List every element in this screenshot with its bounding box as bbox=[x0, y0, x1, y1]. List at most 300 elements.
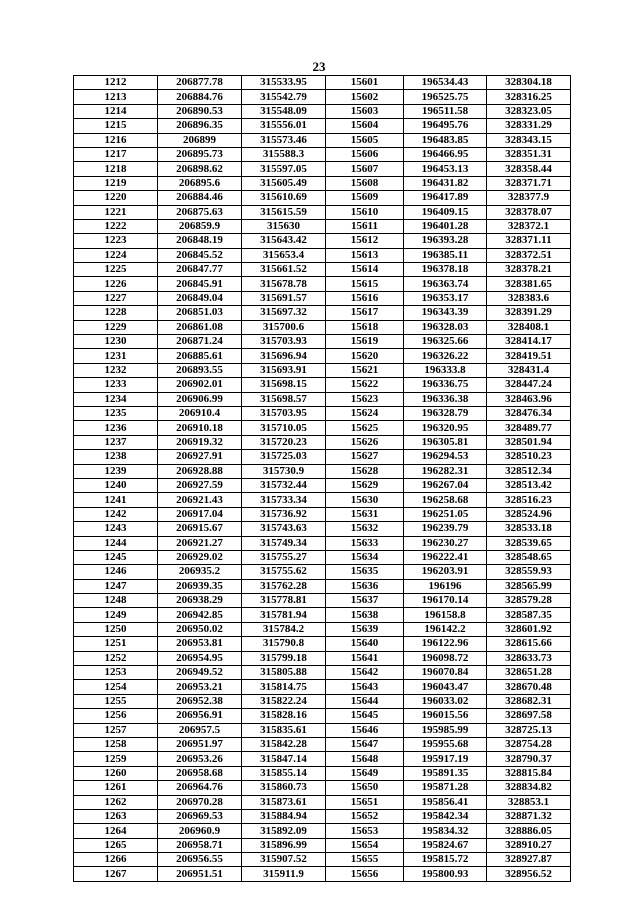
table-row bbox=[74, 335, 571, 349]
cell-y-coordinate-b: 328447.24 bbox=[487, 378, 571, 392]
table-row bbox=[74, 795, 571, 809]
cell-x-coordinate-b: 195842.34 bbox=[404, 809, 487, 823]
cell-point-number-a: 1244 bbox=[74, 536, 158, 550]
cell-x-coordinate-b: 196495.76 bbox=[404, 119, 487, 133]
cell-point-number-b: 15610 bbox=[326, 205, 404, 219]
cell-point-number-a: 1216 bbox=[74, 133, 158, 147]
table-row bbox=[74, 565, 571, 579]
table-row bbox=[74, 90, 571, 104]
cell-x-coordinate-a: 206921.43 bbox=[158, 493, 242, 507]
cell-x-coordinate-b: 196122.96 bbox=[404, 637, 487, 651]
cell-y-coordinate-a: 315784.2 bbox=[242, 622, 326, 636]
cell-y-coordinate-b: 328834.82 bbox=[487, 781, 571, 795]
cell-x-coordinate-a: 206895.73 bbox=[158, 147, 242, 161]
cell-y-coordinate-b: 328682.31 bbox=[487, 694, 571, 708]
cell-y-coordinate-b: 328419.51 bbox=[487, 349, 571, 363]
cell-point-number-a: 1252 bbox=[74, 651, 158, 665]
cell-x-coordinate-b: 196431.82 bbox=[404, 176, 487, 190]
cell-x-coordinate-b: 196170.14 bbox=[404, 594, 487, 608]
cell-point-number-b: 15626 bbox=[326, 435, 404, 449]
cell-point-number-a: 1214 bbox=[74, 104, 158, 118]
cell-x-coordinate-b: 196015.56 bbox=[404, 709, 487, 723]
cell-y-coordinate-a: 315597.05 bbox=[242, 162, 326, 176]
table-row bbox=[74, 248, 571, 262]
cell-y-coordinate-a: 315698.15 bbox=[242, 378, 326, 392]
cell-y-coordinate-a: 315733.34 bbox=[242, 493, 326, 507]
cell-y-coordinate-b: 328539.65 bbox=[487, 536, 571, 550]
cell-point-number-a: 1222 bbox=[74, 219, 158, 233]
cell-y-coordinate-b: 328927.87 bbox=[487, 853, 571, 867]
cell-y-coordinate-a: 315855.14 bbox=[242, 766, 326, 780]
cell-x-coordinate-b: 196483.85 bbox=[404, 133, 487, 147]
table-row bbox=[74, 493, 571, 507]
cell-y-coordinate-a: 315762.28 bbox=[242, 579, 326, 593]
cell-point-number-b: 15643 bbox=[326, 680, 404, 694]
cell-point-number-a: 1245 bbox=[74, 550, 158, 564]
cell-y-coordinate-b: 328651.28 bbox=[487, 666, 571, 680]
table-row bbox=[74, 694, 571, 708]
cell-y-coordinate-b: 328670.48 bbox=[487, 680, 571, 694]
cell-x-coordinate-a: 206956.91 bbox=[158, 709, 242, 723]
table-row bbox=[74, 809, 571, 823]
cell-point-number-a: 1240 bbox=[74, 478, 158, 492]
cell-y-coordinate-a: 315710.05 bbox=[242, 421, 326, 435]
cell-point-number-a: 1242 bbox=[74, 507, 158, 521]
cell-point-number-a: 1267 bbox=[74, 867, 158, 881]
cell-x-coordinate-a: 206952.38 bbox=[158, 694, 242, 708]
cell-x-coordinate-b: 195955.68 bbox=[404, 737, 487, 751]
cell-x-coordinate-a: 206958.68 bbox=[158, 766, 242, 780]
table-row bbox=[74, 263, 571, 277]
cell-x-coordinate-a: 206953.26 bbox=[158, 752, 242, 766]
cell-y-coordinate-b: 328524.96 bbox=[487, 507, 571, 521]
cell-y-coordinate-b: 328565.99 bbox=[487, 579, 571, 593]
cell-y-coordinate-a: 315805.88 bbox=[242, 666, 326, 680]
cell-y-coordinate-a: 315828.16 bbox=[242, 709, 326, 723]
cell-point-number-a: 1250 bbox=[74, 622, 158, 636]
cell-y-coordinate-a: 315693.91 bbox=[242, 363, 326, 377]
cell-x-coordinate-a: 206957.5 bbox=[158, 723, 242, 737]
cell-point-number-b: 15623 bbox=[326, 392, 404, 406]
cell-point-number-b: 15617 bbox=[326, 306, 404, 320]
cell-y-coordinate-b: 328615.66 bbox=[487, 637, 571, 651]
cell-x-coordinate-a: 206898.62 bbox=[158, 162, 242, 176]
cell-point-number-a: 1226 bbox=[74, 277, 158, 291]
cell-point-number-b: 15633 bbox=[326, 536, 404, 550]
cell-point-number-b: 15641 bbox=[326, 651, 404, 665]
cell-point-number-b: 15604 bbox=[326, 119, 404, 133]
cell-y-coordinate-a: 315907.52 bbox=[242, 853, 326, 867]
cell-y-coordinate-b: 328351.31 bbox=[487, 147, 571, 161]
cell-x-coordinate-b: 196336.38 bbox=[404, 392, 487, 406]
cell-point-number-b: 15607 bbox=[326, 162, 404, 176]
table-row bbox=[74, 406, 571, 420]
cell-x-coordinate-b: 196363.74 bbox=[404, 277, 487, 291]
cell-x-coordinate-b: 195824.67 bbox=[404, 838, 487, 852]
cell-x-coordinate-b: 196294.53 bbox=[404, 450, 487, 464]
cell-y-coordinate-b: 328323.05 bbox=[487, 104, 571, 118]
cell-y-coordinate-b: 328587.35 bbox=[487, 608, 571, 622]
cell-x-coordinate-a: 206951.51 bbox=[158, 867, 242, 881]
cell-point-number-b: 15622 bbox=[326, 378, 404, 392]
cell-x-coordinate-a: 206906.99 bbox=[158, 392, 242, 406]
cell-x-coordinate-b: 195834.32 bbox=[404, 824, 487, 838]
cell-point-number-b: 15628 bbox=[326, 464, 404, 478]
cell-x-coordinate-b: 196098.72 bbox=[404, 651, 487, 665]
table-row bbox=[74, 76, 571, 90]
cell-x-coordinate-b: 196325.66 bbox=[404, 335, 487, 349]
cell-y-coordinate-b: 328371.71 bbox=[487, 176, 571, 190]
cell-x-coordinate-b: 196343.39 bbox=[404, 306, 487, 320]
cell-point-number-b: 15653 bbox=[326, 824, 404, 838]
cell-y-coordinate-b: 328579.28 bbox=[487, 594, 571, 608]
cell-point-number-a: 1220 bbox=[74, 191, 158, 205]
cell-point-number-b: 15608 bbox=[326, 176, 404, 190]
cell-x-coordinate-a: 206951.97 bbox=[158, 737, 242, 751]
table-row bbox=[74, 594, 571, 608]
cell-x-coordinate-b: 196326.22 bbox=[404, 349, 487, 363]
cell-point-number-a: 1225 bbox=[74, 263, 158, 277]
cell-y-coordinate-a: 315799.18 bbox=[242, 651, 326, 665]
cell-y-coordinate-a: 315778.81 bbox=[242, 594, 326, 608]
cell-x-coordinate-b: 195800.93 bbox=[404, 867, 487, 881]
cell-point-number-a: 1221 bbox=[74, 205, 158, 219]
cell-y-coordinate-a: 315730.9 bbox=[242, 464, 326, 478]
cell-x-coordinate-b: 196158.8 bbox=[404, 608, 487, 622]
table-row bbox=[74, 162, 571, 176]
cell-x-coordinate-a: 206871.24 bbox=[158, 335, 242, 349]
coordinates-table bbox=[73, 75, 571, 882]
cell-x-coordinate-a: 206927.59 bbox=[158, 478, 242, 492]
cell-point-number-a: 1219 bbox=[74, 176, 158, 190]
table-row bbox=[74, 205, 571, 219]
cell-point-number-a: 1217 bbox=[74, 147, 158, 161]
cell-point-number-a: 1264 bbox=[74, 824, 158, 838]
table-row bbox=[74, 277, 571, 291]
cell-point-number-b: 15630 bbox=[326, 493, 404, 507]
cell-y-coordinate-b: 328463.96 bbox=[487, 392, 571, 406]
cell-point-number-b: 15612 bbox=[326, 234, 404, 248]
cell-point-number-a: 1218 bbox=[74, 162, 158, 176]
cell-y-coordinate-a: 315605.49 bbox=[242, 176, 326, 190]
cell-x-coordinate-a: 206847.77 bbox=[158, 263, 242, 277]
cell-x-coordinate-b: 196353.17 bbox=[404, 291, 487, 305]
cell-point-number-a: 1227 bbox=[74, 291, 158, 305]
cell-x-coordinate-a: 206849.04 bbox=[158, 291, 242, 305]
cell-x-coordinate-b: 196196 bbox=[404, 579, 487, 593]
cell-point-number-b: 15602 bbox=[326, 90, 404, 104]
cell-y-coordinate-a: 315703.93 bbox=[242, 335, 326, 349]
cell-point-number-a: 1253 bbox=[74, 666, 158, 680]
table-row bbox=[74, 435, 571, 449]
cell-y-coordinate-a: 315743.63 bbox=[242, 522, 326, 536]
cell-y-coordinate-b: 328790.37 bbox=[487, 752, 571, 766]
cell-y-coordinate-b: 328414.17 bbox=[487, 335, 571, 349]
cell-y-coordinate-b: 328381.65 bbox=[487, 277, 571, 291]
cell-x-coordinate-b: 196417.89 bbox=[404, 191, 487, 205]
table-row bbox=[74, 522, 571, 536]
cell-point-number-a: 1231 bbox=[74, 349, 158, 363]
cell-x-coordinate-b: 196142.2 bbox=[404, 622, 487, 636]
cell-point-number-b: 15644 bbox=[326, 694, 404, 708]
table-row bbox=[74, 291, 571, 305]
cell-x-coordinate-b: 196525.75 bbox=[404, 90, 487, 104]
table-row bbox=[74, 478, 571, 492]
cell-point-number-b: 15634 bbox=[326, 550, 404, 564]
cell-y-coordinate-b: 328910.27 bbox=[487, 838, 571, 852]
cell-x-coordinate-b: 196239.79 bbox=[404, 522, 487, 536]
table-row bbox=[74, 378, 571, 392]
cell-y-coordinate-a: 315842.28 bbox=[242, 737, 326, 751]
cell-point-number-a: 1212 bbox=[74, 76, 158, 90]
table-row bbox=[74, 752, 571, 766]
cell-x-coordinate-b: 196393.28 bbox=[404, 234, 487, 248]
cell-x-coordinate-b: 196305.81 bbox=[404, 435, 487, 449]
table-row bbox=[74, 464, 571, 478]
table-row bbox=[74, 306, 571, 320]
table-row bbox=[74, 104, 571, 118]
cell-y-coordinate-a: 315542.79 bbox=[242, 90, 326, 104]
cell-point-number-a: 1215 bbox=[74, 119, 158, 133]
cell-y-coordinate-b: 328431.4 bbox=[487, 363, 571, 377]
cell-point-number-b: 15629 bbox=[326, 478, 404, 492]
cell-x-coordinate-a: 206917.04 bbox=[158, 507, 242, 521]
cell-point-number-b: 15613 bbox=[326, 248, 404, 262]
table-row bbox=[74, 680, 571, 694]
cell-y-coordinate-a: 315736.92 bbox=[242, 507, 326, 521]
cell-y-coordinate-a: 315732.44 bbox=[242, 478, 326, 492]
cell-y-coordinate-b: 328853.1 bbox=[487, 795, 571, 809]
table-row bbox=[74, 838, 571, 852]
cell-point-number-b: 15646 bbox=[326, 723, 404, 737]
cell-y-coordinate-b: 328956.52 bbox=[487, 867, 571, 881]
cell-point-number-b: 15603 bbox=[326, 104, 404, 118]
cell-point-number-b: 15648 bbox=[326, 752, 404, 766]
cell-point-number-a: 1229 bbox=[74, 320, 158, 334]
cell-y-coordinate-b: 328815.84 bbox=[487, 766, 571, 780]
cell-point-number-a: 1239 bbox=[74, 464, 158, 478]
cell-y-coordinate-a: 315835.61 bbox=[242, 723, 326, 737]
cell-y-coordinate-a: 315749.34 bbox=[242, 536, 326, 550]
cell-point-number-a: 1232 bbox=[74, 363, 158, 377]
cell-point-number-a: 1255 bbox=[74, 694, 158, 708]
cell-point-number-a: 1257 bbox=[74, 723, 158, 737]
cell-x-coordinate-a: 206848.19 bbox=[158, 234, 242, 248]
cell-y-coordinate-b: 328378.07 bbox=[487, 205, 571, 219]
cell-point-number-b: 15645 bbox=[326, 709, 404, 723]
cell-x-coordinate-b: 195871.28 bbox=[404, 781, 487, 795]
cell-point-number-a: 1265 bbox=[74, 838, 158, 852]
cell-y-coordinate-a: 315615.59 bbox=[242, 205, 326, 219]
cell-x-coordinate-a: 206950.02 bbox=[158, 622, 242, 636]
cell-y-coordinate-b: 328533.18 bbox=[487, 522, 571, 536]
cell-x-coordinate-b: 196328.79 bbox=[404, 406, 487, 420]
table-row bbox=[74, 536, 571, 550]
cell-point-number-a: 1251 bbox=[74, 637, 158, 651]
cell-x-coordinate-a: 206902.01 bbox=[158, 378, 242, 392]
cell-y-coordinate-b: 328372.51 bbox=[487, 248, 571, 262]
cell-y-coordinate-b: 328408.1 bbox=[487, 320, 571, 334]
cell-y-coordinate-b: 328725.13 bbox=[487, 723, 571, 737]
cell-y-coordinate-a: 315691.57 bbox=[242, 291, 326, 305]
cell-point-number-a: 1228 bbox=[74, 306, 158, 320]
cell-x-coordinate-b: 195856.41 bbox=[404, 795, 487, 809]
cell-point-number-b: 15614 bbox=[326, 263, 404, 277]
cell-y-coordinate-a: 315720.23 bbox=[242, 435, 326, 449]
cell-y-coordinate-a: 315911.9 bbox=[242, 867, 326, 881]
cell-x-coordinate-a: 206851.03 bbox=[158, 306, 242, 320]
cell-point-number-b: 15601 bbox=[326, 76, 404, 90]
table-row bbox=[74, 363, 571, 377]
cell-x-coordinate-b: 196333.8 bbox=[404, 363, 487, 377]
cell-x-coordinate-a: 206935.2 bbox=[158, 565, 242, 579]
table-row bbox=[74, 622, 571, 636]
table-row bbox=[74, 781, 571, 795]
cell-point-number-b: 15619 bbox=[326, 335, 404, 349]
cell-x-coordinate-a: 206953.21 bbox=[158, 680, 242, 694]
cell-point-number-a: 1259 bbox=[74, 752, 158, 766]
table-row bbox=[74, 867, 571, 881]
cell-x-coordinate-b: 195917.19 bbox=[404, 752, 487, 766]
cell-y-coordinate-b: 328754.28 bbox=[487, 737, 571, 751]
cell-y-coordinate-b: 328377.9 bbox=[487, 191, 571, 205]
cell-x-coordinate-b: 196230.27 bbox=[404, 536, 487, 550]
cell-point-number-a: 1230 bbox=[74, 335, 158, 349]
page-number: 23 bbox=[312, 59, 326, 74]
cell-y-coordinate-a: 315588.3 bbox=[242, 147, 326, 161]
cell-point-number-a: 1234 bbox=[74, 392, 158, 406]
cell-y-coordinate-b: 328372.1 bbox=[487, 219, 571, 233]
cell-y-coordinate-a: 315884.94 bbox=[242, 809, 326, 823]
cell-y-coordinate-b: 328383.6 bbox=[487, 291, 571, 305]
cell-x-coordinate-b: 196320.95 bbox=[404, 421, 487, 435]
cell-x-coordinate-b: 196466.95 bbox=[404, 147, 487, 161]
cell-x-coordinate-b: 196378.18 bbox=[404, 263, 487, 277]
table-row bbox=[74, 349, 571, 363]
cell-y-coordinate-a: 315755.27 bbox=[242, 550, 326, 564]
cell-point-number-a: 1237 bbox=[74, 435, 158, 449]
cell-x-coordinate-a: 206910.18 bbox=[158, 421, 242, 435]
cell-y-coordinate-b: 328697.58 bbox=[487, 709, 571, 723]
cell-y-coordinate-b: 328501.94 bbox=[487, 435, 571, 449]
cell-y-coordinate-b: 328358.44 bbox=[487, 162, 571, 176]
cell-y-coordinate-b: 328378.21 bbox=[487, 263, 571, 277]
table-row bbox=[74, 550, 571, 564]
cell-y-coordinate-a: 315814.75 bbox=[242, 680, 326, 694]
cell-x-coordinate-a: 206938.29 bbox=[158, 594, 242, 608]
cell-point-number-b: 15650 bbox=[326, 781, 404, 795]
cell-point-number-b: 15624 bbox=[326, 406, 404, 420]
table-row bbox=[74, 147, 571, 161]
cell-point-number-b: 15627 bbox=[326, 450, 404, 464]
cell-x-coordinate-a: 206899 bbox=[158, 133, 242, 147]
cell-y-coordinate-b: 328512.34 bbox=[487, 464, 571, 478]
cell-y-coordinate-a: 315548.09 bbox=[242, 104, 326, 118]
cell-point-number-b: 15642 bbox=[326, 666, 404, 680]
cell-point-number-b: 15606 bbox=[326, 147, 404, 161]
cell-point-number-a: 1233 bbox=[74, 378, 158, 392]
cell-x-coordinate-b: 196409.15 bbox=[404, 205, 487, 219]
cell-x-coordinate-a: 206927.91 bbox=[158, 450, 242, 464]
cell-point-number-a: 1262 bbox=[74, 795, 158, 809]
cell-y-coordinate-a: 315896.99 bbox=[242, 838, 326, 852]
cell-x-coordinate-a: 206910.4 bbox=[158, 406, 242, 420]
cell-x-coordinate-a: 206915.67 bbox=[158, 522, 242, 536]
cell-y-coordinate-b: 328476.34 bbox=[487, 406, 571, 420]
cell-y-coordinate-b: 328391.29 bbox=[487, 306, 571, 320]
table-row bbox=[74, 219, 571, 233]
table-row bbox=[74, 133, 571, 147]
cell-x-coordinate-b: 196070.84 bbox=[404, 666, 487, 680]
cell-y-coordinate-b: 328516.23 bbox=[487, 493, 571, 507]
cell-x-coordinate-a: 206885.61 bbox=[158, 349, 242, 363]
cell-point-number-a: 1236 bbox=[74, 421, 158, 435]
cell-x-coordinate-b: 196033.02 bbox=[404, 694, 487, 708]
cell-y-coordinate-a: 315703.95 bbox=[242, 406, 326, 420]
table-row bbox=[74, 709, 571, 723]
table-row bbox=[74, 824, 571, 838]
cell-y-coordinate-a: 315573.46 bbox=[242, 133, 326, 147]
cell-point-number-b: 15655 bbox=[326, 853, 404, 867]
cell-y-coordinate-a: 315860.73 bbox=[242, 781, 326, 795]
cell-x-coordinate-a: 206875.63 bbox=[158, 205, 242, 219]
cell-point-number-b: 15649 bbox=[326, 766, 404, 780]
cell-y-coordinate-a: 315653.4 bbox=[242, 248, 326, 262]
cell-point-number-b: 15636 bbox=[326, 579, 404, 593]
cell-y-coordinate-b: 328548.65 bbox=[487, 550, 571, 564]
cell-x-coordinate-b: 196267.04 bbox=[404, 478, 487, 492]
table-row bbox=[74, 651, 571, 665]
cell-point-number-a: 1254 bbox=[74, 680, 158, 694]
cell-x-coordinate-a: 206954.95 bbox=[158, 651, 242, 665]
cell-y-coordinate-a: 315755.62 bbox=[242, 565, 326, 579]
cell-point-number-a: 1256 bbox=[74, 709, 158, 723]
cell-y-coordinate-b: 328559.93 bbox=[487, 565, 571, 579]
cell-x-coordinate-a: 206958.71 bbox=[158, 838, 242, 852]
table-row bbox=[74, 234, 571, 248]
table-row bbox=[74, 320, 571, 334]
cell-x-coordinate-b: 195815.72 bbox=[404, 853, 487, 867]
cell-y-coordinate-a: 315556.01 bbox=[242, 119, 326, 133]
cell-point-number-b: 15632 bbox=[326, 522, 404, 536]
cell-x-coordinate-b: 196328.03 bbox=[404, 320, 487, 334]
cell-y-coordinate-b: 328513.42 bbox=[487, 478, 571, 492]
cell-x-coordinate-b: 196043.47 bbox=[404, 680, 487, 694]
cell-point-number-b: 15635 bbox=[326, 565, 404, 579]
cell-x-coordinate-b: 196401.28 bbox=[404, 219, 487, 233]
cell-x-coordinate-a: 206893.55 bbox=[158, 363, 242, 377]
cell-x-coordinate-b: 196258.68 bbox=[404, 493, 487, 507]
cell-point-number-b: 15631 bbox=[326, 507, 404, 521]
cell-point-number-b: 15637 bbox=[326, 594, 404, 608]
table-row bbox=[74, 119, 571, 133]
cell-y-coordinate-a: 315630 bbox=[242, 219, 326, 233]
table-row bbox=[74, 766, 571, 780]
cell-y-coordinate-a: 315698.57 bbox=[242, 392, 326, 406]
cell-y-coordinate-b: 328510.23 bbox=[487, 450, 571, 464]
cell-x-coordinate-b: 196282.31 bbox=[404, 464, 487, 478]
cell-x-coordinate-b: 196534.43 bbox=[404, 76, 487, 90]
cell-x-coordinate-a: 206949.52 bbox=[158, 666, 242, 680]
cell-x-coordinate-a: 206956.55 bbox=[158, 853, 242, 867]
cell-point-number-a: 1248 bbox=[74, 594, 158, 608]
cell-x-coordinate-a: 206896.35 bbox=[158, 119, 242, 133]
cell-point-number-b: 15656 bbox=[326, 867, 404, 881]
cell-x-coordinate-a: 206884.46 bbox=[158, 191, 242, 205]
cell-point-number-a: 1213 bbox=[74, 90, 158, 104]
cell-point-number-b: 15640 bbox=[326, 637, 404, 651]
cell-y-coordinate-a: 315661.52 bbox=[242, 263, 326, 277]
